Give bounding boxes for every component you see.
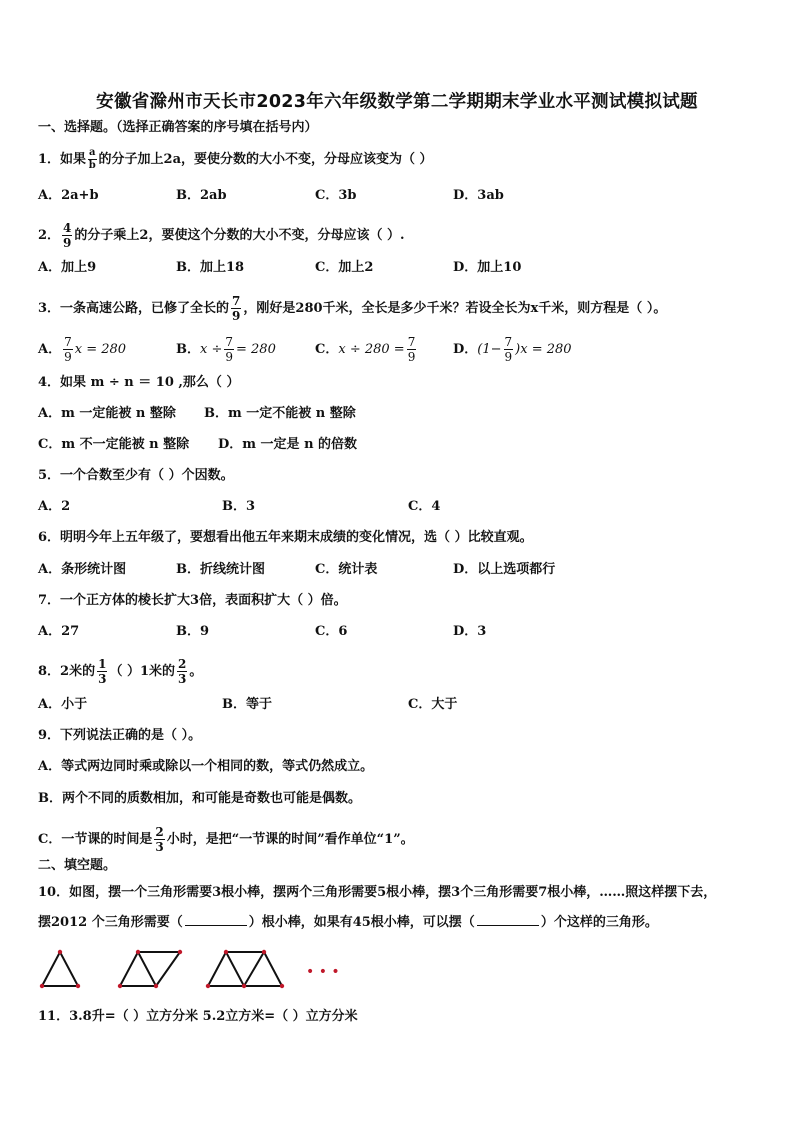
q2-option-a: A．加上9 [38,260,97,275]
q3-den: 9 [232,309,241,323]
question-10-line1: 10．如图，摆一个三角形需要3根小棒，摆两个三角形需要5根小棒，摆3个三角形需要7根小棒，……照这样摆下去， [38,885,717,900]
q8-den2: 3 [178,672,187,686]
q2-option-c: C．加上2 [315,260,374,275]
q2-option-b: B．加上18 [176,260,245,275]
question-1 [38,148,433,171]
q3-option-a-den: 9 [64,350,72,364]
q3-option-d-num: 7 [504,335,513,349]
q9-option-c [38,826,414,853]
q3-option-d-label: D． [453,342,478,357]
section2-heading: 二、填空题。 [38,858,117,873]
q8-num2: 2 [178,657,187,671]
q10-blank-1[interactable] [185,913,247,926]
q3-option-c-label: C． [315,342,339,357]
q1-num: a [89,147,96,158]
q5-option-b: B．3 [222,499,256,514]
q8-den1: 3 [98,672,107,686]
q2-den: 9 [63,236,72,250]
q3-option-b-fraction [224,336,234,363]
q6-option-d: D．以上选项都行 [453,562,556,577]
section1-heading: 一、选择题。（选择正确答案的序号填在括号内） [38,120,318,135]
q3-option-a [38,336,126,363]
q1-fraction [88,148,96,171]
q8-post: 。 [189,664,203,679]
q4-option-c: C．m 不一定能被 n 整除 [38,437,190,452]
q3-option-b-pre: x ÷ [200,342,223,357]
q9-option-c-pre: C．一节课的时间是 [38,832,153,847]
q3-option-d-den: 9 [504,350,513,364]
question-6: 6．明明今年上五年级了，要想看出他五年来期末成绩的变化情况，选（ ）比较直观。 [38,530,533,545]
question-9: 9．下列说法正确的是（ ）。 [38,728,202,743]
question-10-line2 [38,913,658,933]
q3-prefix: 3．一条高速公路，已修了全长的 [38,301,230,316]
q1-den: b [88,160,96,171]
q2-text: 的分子乘上2，要使这个分数的大小不变，分母应该（ ）. [74,228,405,243]
q8-fraction-1 [97,658,107,685]
q4-option-a: A．m 一定能被 n 整除 [38,406,176,421]
q3-option-b-den: 9 [225,350,233,364]
q10-line2-pre: 摆2012 个三角形需要（ [38,915,183,930]
q3-option-c [315,336,418,363]
q4-option-b: B．m 一定不能被 n 整除 [204,406,356,421]
q10-line2-post: ）个这样的三角形。 [540,915,658,930]
question-7: 7．一个正方体的棱长扩大3倍，表面积扩大（ ）倍。 [38,593,347,608]
q9-option-c-num: 2 [155,825,164,839]
q3-option-d-pre: (1− [477,342,502,357]
q9-option-a: A．等式两边同时乘或除以一个相同的数，等式仍然成立。 [38,759,374,774]
q2-option-d: D．加上10 [453,260,522,275]
q6-option-c: C．统计表 [315,562,378,577]
q7-option-a: A．27 [38,624,80,639]
q3-option-a-num: 7 [64,335,72,349]
triangle-group-2 [120,952,180,986]
q3-option-c-den: 9 [407,350,416,364]
page-title: 安徽省滁州市天长市2023年六年级数学第二学期期末学业水平测试模拟试题 [96,92,698,112]
triangle-group-1 [42,952,78,986]
q9-option-c-den: 3 [155,840,164,854]
q6-option-a: A．条形统计图 [38,562,127,577]
q3-option-a-rest: x = 280 [74,342,127,357]
q4-option-d: D．m 一定是 n 的倍数 [218,437,358,452]
q3-option-b [176,336,276,363]
continuation-dots: • • • [306,964,340,980]
question-2 [38,222,405,249]
q3-option-d [453,336,572,363]
question-8 [38,658,202,685]
q7-option-d: D．3 [453,624,487,639]
q2-prefix: 2． [38,228,61,243]
triangle-sticks-figure [36,944,346,994]
q3-option-c-num: 7 [407,335,416,349]
q10-blank-2[interactable] [477,913,539,926]
q5-option-c: C．4 [408,499,441,514]
question-5: 5．一个合数至少有（ ）个因数。 [38,468,234,483]
question-3 [38,295,666,322]
q8-fraction-2 [177,658,187,685]
q3-option-b-num: 7 [225,335,233,349]
triangle-group-3 [208,952,282,986]
q1-option-c: C．3b [315,188,357,203]
q2-num: 4 [63,221,72,235]
q3-option-c-pre: x ÷ 280 = [338,342,405,357]
q1-text: 的分子加上2a，要使分数的大小不变，分母应该变为（ ） [98,152,433,167]
q1-option-a: A．2a+b [38,188,99,203]
q8-option-b: B．等于 [222,697,272,712]
question-4: 4．如果 m ÷ n ＝ 10 ,那么（ ） [38,375,240,390]
q1-option-d: D．3ab [453,188,504,203]
q9-option-c-post: 小时，是把“一节课的时间”看作单位“1”。 [166,832,414,847]
q3-option-a-label: A． [38,342,62,357]
q3-fraction [231,295,241,322]
q3-text: ，刚好是280千米，全长是多少千米？若设全长为x千米，则方程是（ ）。 [243,301,667,316]
q2-fraction [62,222,72,249]
q8-num1: 1 [98,657,107,671]
q3-option-d-fraction [504,336,514,363]
q3-option-d-rest: )x = 280 [515,342,572,357]
q9-option-c-fraction [154,826,164,853]
q6-option-b: B．折线统计图 [176,562,265,577]
q9-option-b: B．两个不同的质数相加，和可能是奇数也可能是偶数。 [38,791,361,806]
q8-prefix: 8．2米的 [38,664,96,679]
q3-option-a-fraction [63,336,73,363]
q3-option-c-fraction [407,336,417,363]
q5-option-a: A．2 [38,499,71,514]
q8-option-c: C．大于 [408,697,458,712]
q1-prefix: 1．如果 [38,152,87,167]
q3-option-b-rest: = 280 [236,342,276,357]
question-11: 11．3.8升=（ ）立方分米 5.2立方米=（ ）立方分米 [38,1009,358,1024]
q7-option-b: B．9 [176,624,210,639]
q8-option-a: A．小于 [38,697,88,712]
q1-option-b: B．2ab [176,188,227,203]
q7-option-c: C．6 [315,624,348,639]
q10-line2-mid: ）根小棒，如果有45根小棒，可以摆（ [248,915,475,930]
q8-mid: （ ）1米的 [109,664,176,679]
q3-num: 7 [232,294,241,308]
q3-option-b-label: B． [176,342,200,357]
